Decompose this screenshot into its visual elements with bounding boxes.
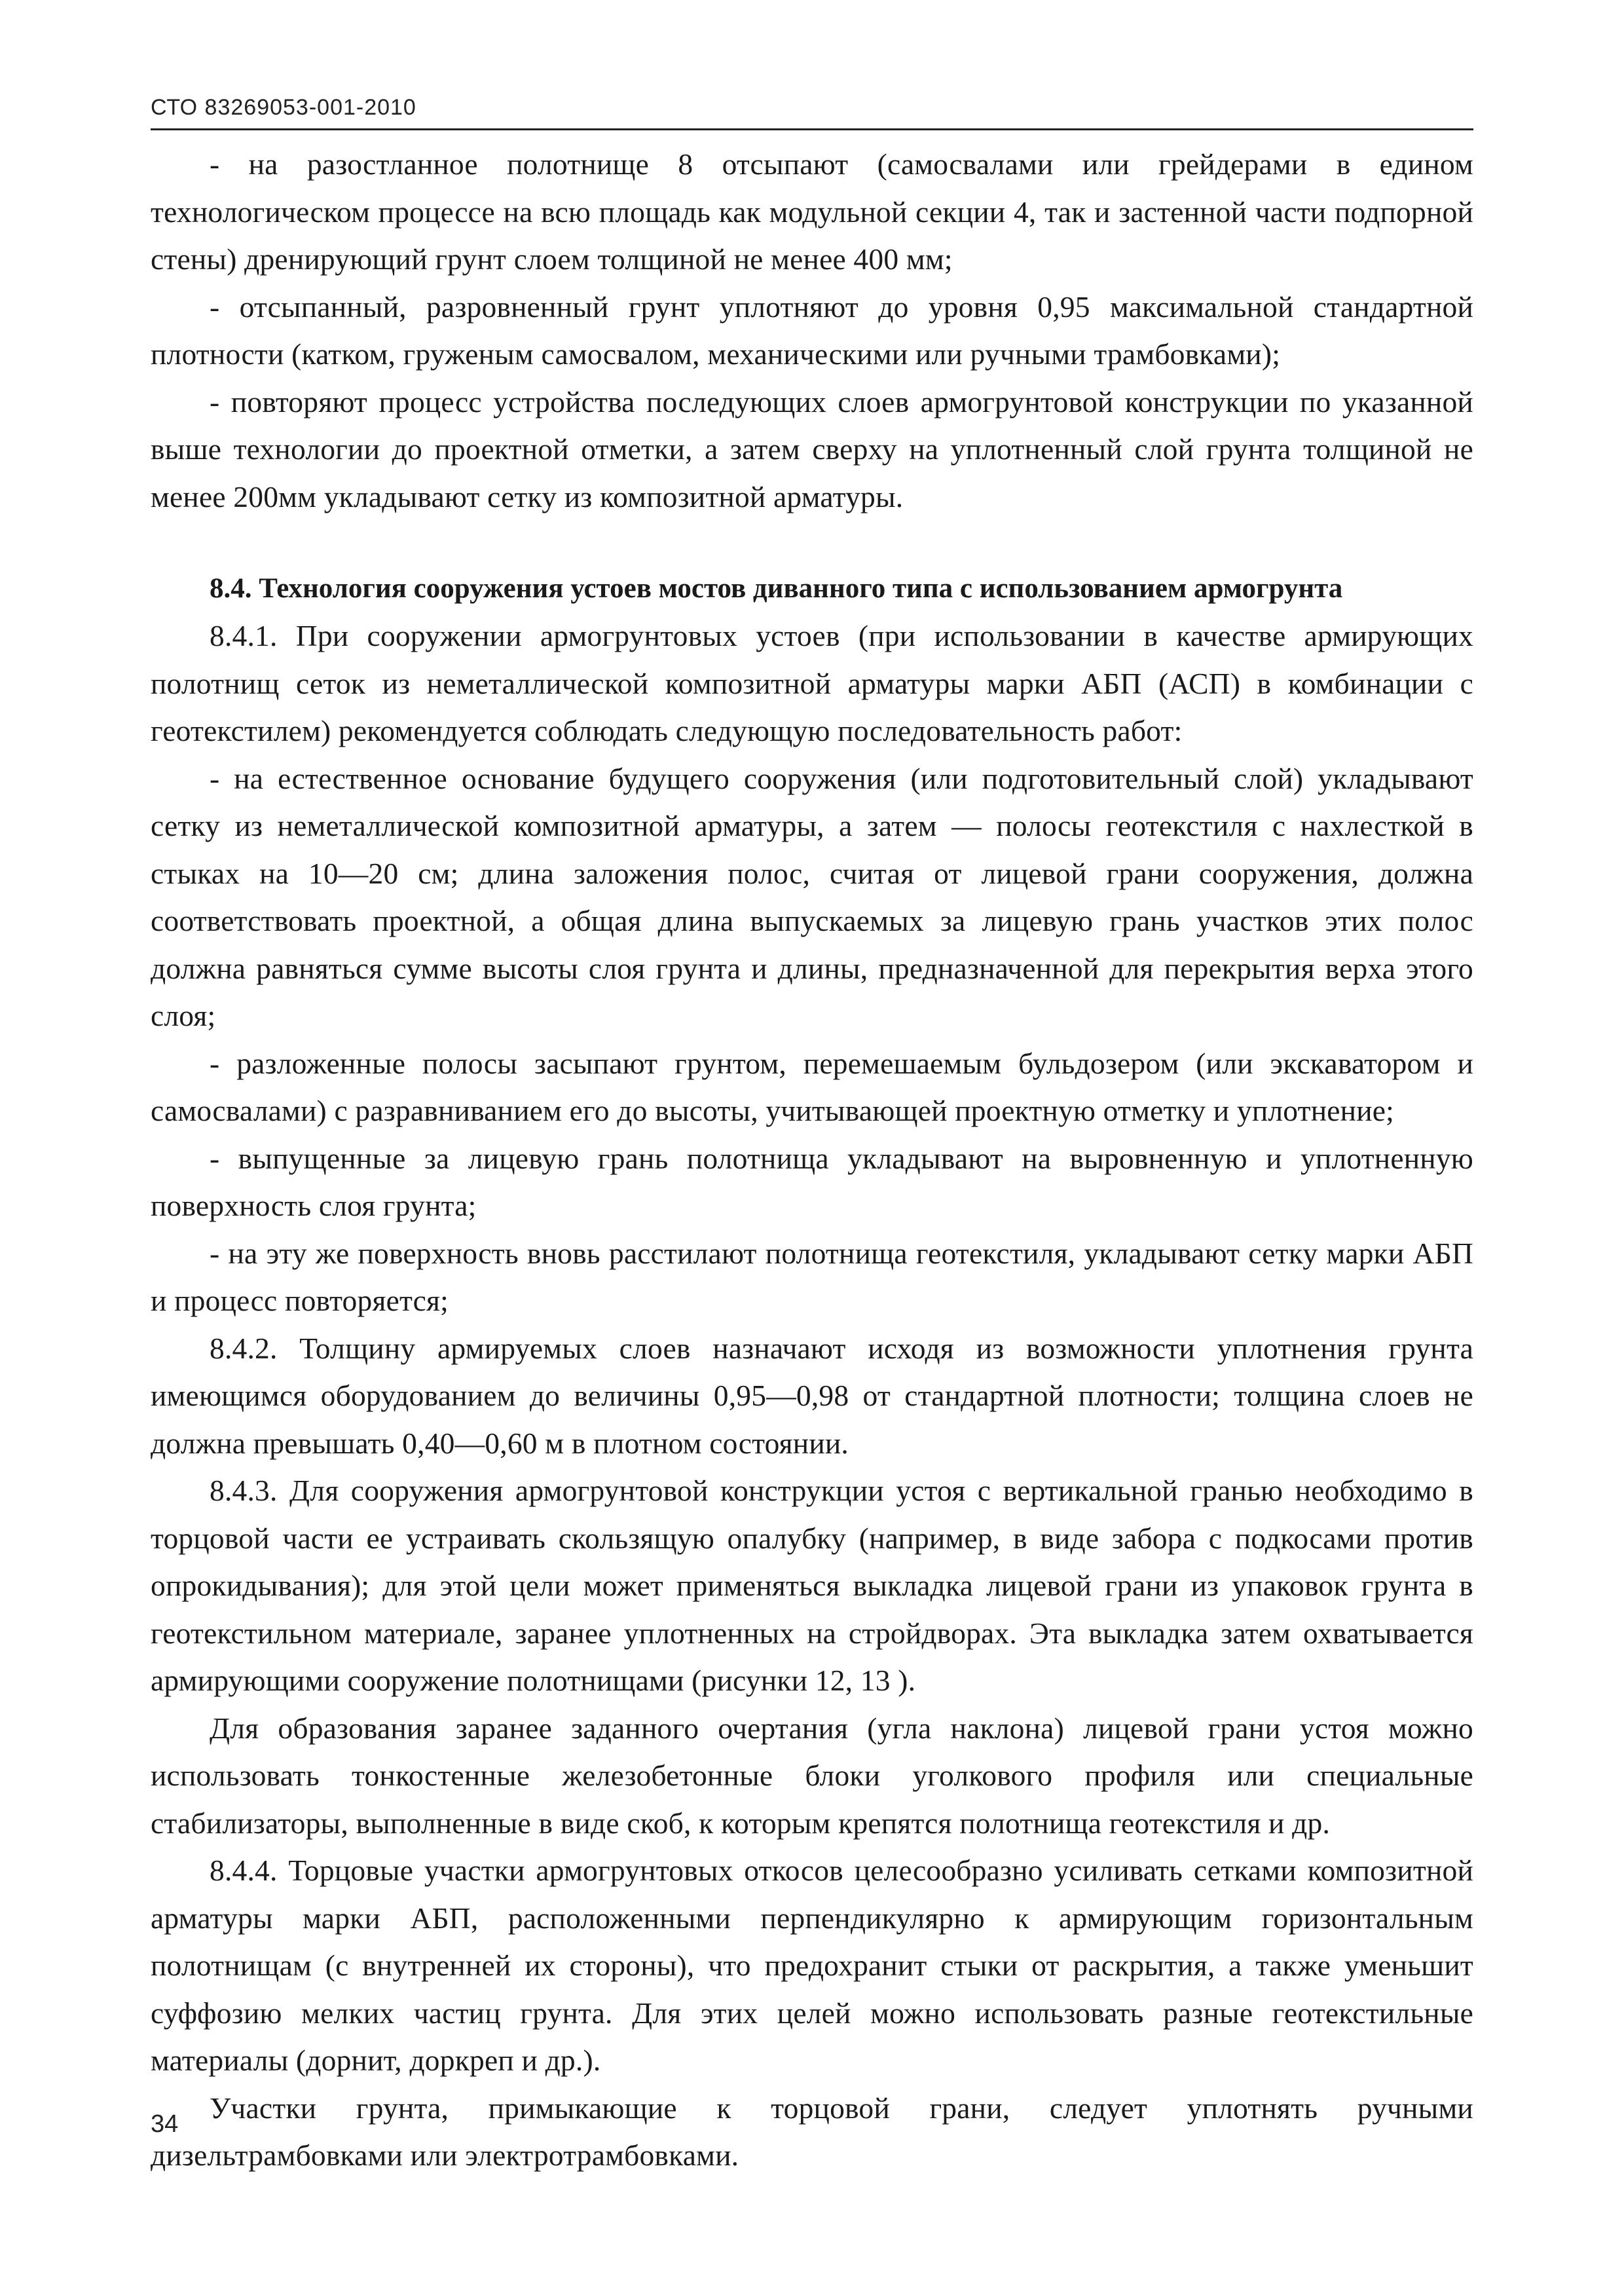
paragraph-lay-mesh-and-geotextile: - на естественное основание будущего сооружения (или подготовительный слой) укладывают сетку из неметаллической композитной арматуры, а затем — полосы геотекстиля с нахлесткой в стыках на 10—20 см; длина заложения полос, считая от лицевой грани сооружения, должна соответствовать проектной, а общая длина выпускаемых за лицевую грань участков этих полос должна равняться сумме высоты слоя грунта и длины, предназначенной для перекрытия верха этого слоя;	[151, 761, 1473, 1032]
paragraph-8-4-2: 8.4.2. Толщину армируемых слоев назначают исходя из возможности уплотнения грунта имеющимся оборудованием до величины 0,95—0,98 от стандартной плотности; толщина слоев не должна превышать 0,40—0,60 м в плотном состоянии.	[151, 1331, 1473, 1460]
section-title: 8.4. Технология сооружения устоев мостов диванного типа с использованием армогрунта	[210, 573, 1343, 604]
page-number: 34	[151, 2110, 179, 2138]
document-page	[151, 92, 1473, 2180]
header-rule	[151, 128, 1473, 130]
paragraph-8-4-4: 8.4.4. Торцовые участки армогрунтовых откосов целесообразно усиливать сетками композитной арматуры марки АБП, расположенными перпендикулярно к армирующим горизонтальным полотнищам (с внутренней их стороны), что предохранит стыки от раскрытия, а также уменьшит суффозию мелких частиц грунта. Для этих целей можно использовать разные геотекстильные материалы (дорнит, доркреп и др.).	[151, 1854, 1473, 2077]
document-code-header: СТО 83269053-001-2010	[151, 95, 416, 120]
paragraph-repeat-layers: - повторяют процесс устройства последующих слоев армогрунтовой конструкции по указанной выше технологии до проектной отметки, а затем сверху на уплотненный слой грунта толщиной не менее 200мм укладывают сетку из композитной арматуры.	[151, 384, 1473, 513]
paragraph-compaction-level: - отсыпанный, разровненный грунт уплотняют до уровня 0,95 максимальной стандартной плотности (катком, груженым самосвалом, механическими или ручными трамбовками);	[151, 289, 1473, 371]
paragraph-backfill-strips: - разложенные полосы засыпают грунтом, перемешаемым бульдозером (или экскаватором и самосвалами) с разравниванием его до высоты, учитывающей проектную отметку и уплотнение;	[151, 1046, 1473, 1127]
paragraph-end-face-compaction: Участки грунта, примыкающие к торцовой грани, следует уплотнять ручными дизельтрамбовками или электротрамбовками.	[151, 2091, 1473, 2172]
paragraph-8-4-1: 8.4.1. При сооружении армогрунтовых устоев (при использовании в качестве армирующих полотнищ сеток из неметаллической композитной арматуры марки АБП (АСП) в комбинации с геотекстилем) рекомендуется соблюдать следующую последовательность работ:	[151, 619, 1473, 747]
paragraph-8-4-3: 8.4.3. Для сооружения армогрунтовой конструкции устоя с вертикальной гранью необходимо в торцовой части ее устраивать скользящую опалубку (например, в виде забора с подкосами против опрокидывания); для этой цели может применяться выкладка лицевой грани из упаковок грунта в геотекстильном материале, заранее уплотненных на стройдворах. Эта выкладка затем охватывается армирующими сооружение полотнищами (рисунки 12, 13 ).	[151, 1474, 1473, 1697]
paragraph-face-slope: Для образования заранее заданного очертания (угла наклона) лицевой грани устоя можно использовать тонкостенные железобетонные блоки уголкового профиля или специальные стабилизаторы, выполненные в виде скоб, к которым крепятся полотнища геотекстиля и др.	[151, 1711, 1473, 1840]
paragraph-repeat-process: - на эту же поверхность вновь расстилают полотнища геотекстиля, укладывают сетку марки АБП и процесс повторяется;	[151, 1236, 1473, 1317]
paragraph-spread-drainage-soil: - на разостланное полотнище 8 отсыпают (самосвалами или грейдерами в едином технологическом процессе на всю площадь как модульной секции 4, так и застенной части подпорной стены) дренирующий грунт слоем толщиной не менее 400 мм;	[151, 147, 1473, 276]
paragraph-fold-sheets: - выпущенные за лицевую грань полотнища укладывают на выровненную и уплотненную поверхность слоя грунта;	[151, 1141, 1473, 1222]
